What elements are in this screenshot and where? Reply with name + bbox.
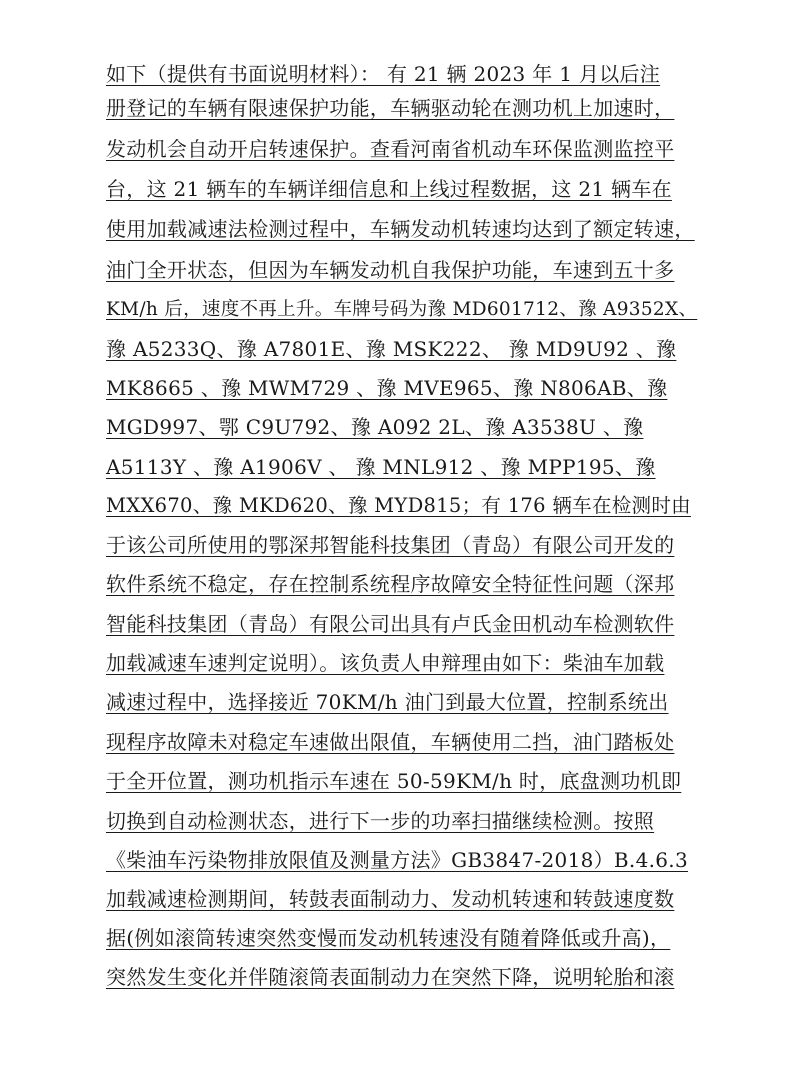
text-line: 突然发生变化并伴随滚筒表面制动力在突然下降，说明轮胎和滚 (106, 965, 675, 989)
text-line: 于该公司所使用的鄂深邦智能科技集团（青岛）有限公司开发的 (106, 533, 675, 557)
text-line: MK8665 、豫 MWM729 、豫 MVE965、豫 N806AB、豫 (106, 376, 668, 400)
text-line: 据(例如滚筒转速突然变慢而发动机转速没有随着降低或升高)， (106, 926, 671, 950)
text-line: 使用加载减速法检测过程中，车辆发动机转速均达到了额定转速， (106, 217, 695, 241)
text-line: 智能科技集团（青岛）有限公司出具有卢氏金田机动车检测软件 (106, 612, 675, 636)
text-line: 册登记的车辆有限速保护功能，车辆驱动轮在测功机上加速时， (106, 96, 675, 120)
text-line: 《柴油车污染物排放限值及测量方法》GB3847-2018）B.4.6.3 (106, 848, 688, 872)
text-line: 加载减速车速判定说明）。该负责人申辩理由如下：柴油车加载 (106, 651, 665, 675)
text-line: A5113Y 、豫 A1906V 、 豫 MNL912 、豫 MPP195、豫 (106, 455, 656, 479)
text-line: MXX670、豫 MKD620、豫 MYD815；有 176 辆车在检测时由 (106, 494, 691, 517)
text-line: 油门全开状态，但因为车辆发动机自我保护功能，车速到五十多 (106, 258, 675, 282)
text-line: 减速过程中，选择接近 70KM/h 油门到最大位置，控制系统出 (106, 690, 669, 714)
text-line: 切换到自动检测状态，进行下一步的功率扫描继续检测。按照 (106, 809, 655, 833)
text-line: KM/h 后，速度不再上升。车牌号码为豫 MD601712、豫 A9352X、 (106, 299, 698, 320)
text-line: 发动机会自动开启转速保护。查看河南省机动车环保监测监控平 (106, 137, 675, 161)
text-line: 豫 A5233Q、豫 A7801E、豫 MSK222、 豫 MD9U92 、豫 (106, 337, 677, 361)
text-line: MGD997、鄂 C9U792、豫 A092 2L、豫 A3538U 、豫 (106, 415, 644, 439)
text-line: 台，这 21 辆车的车辆详细信息和上线过程数据，这 21 辆车在 (106, 177, 672, 201)
text-line: 加载减速检测期间，转鼓表面制动力、发动机转速和转鼓速度数 (106, 887, 675, 911)
text-line: 如下（提供有书面说明材料）： 有 21 辆 2023 年 1 月以后注 (106, 62, 661, 86)
text-line: 软件系统不稳定，存在控制系统程序故障安全特征性问题（深邦 (106, 572, 675, 596)
text-line: 现程序故障未对稳定车速做出限值，车辆使用二挡，油门踏板处 (106, 730, 675, 754)
text-line: 于全开位置，测功机指示车速在 50-59KM/h 时，底盘测功机即 (106, 769, 682, 793)
